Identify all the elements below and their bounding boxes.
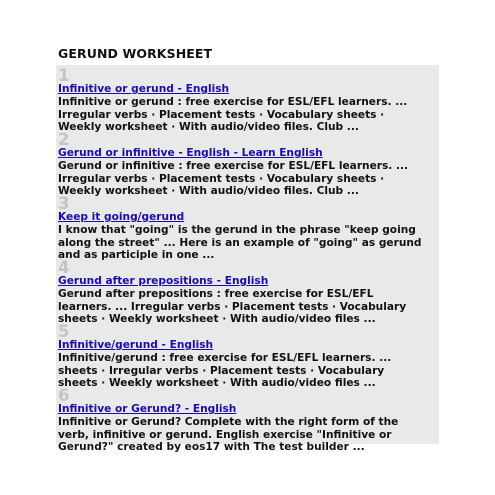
result-snippet	[58, 288, 437, 326]
snippet-line: sheets · Weekly worksheet · With audio/video files ...	[58, 377, 376, 390]
result-snippet	[58, 160, 437, 198]
result-number: 3	[58, 194, 70, 213]
snippet-line: Gerund after prepositions : free exercise for ESL/EFL	[58, 288, 374, 300]
snippet-line: Irregular verbs · Placement tests · Vocabulary sheets ·	[58, 108, 385, 121]
result-number: 2	[58, 130, 70, 149]
snippet-line: learners. ... Irregular verbs · Placement tests · Vocabulary	[58, 300, 407, 313]
snippet-line: Weekly worksheet · With audio/video files. Club ...	[58, 121, 359, 134]
result-number: 1	[58, 66, 70, 85]
snippet-line: along the street" ... Here is an example of "going" as gerund	[58, 236, 422, 249]
snippet-line: and as participle in one ...	[58, 249, 215, 262]
result-number: 4	[58, 258, 70, 277]
page-title: GERUND WORKSHEET	[58, 46, 213, 61]
result-snippet	[58, 416, 437, 454]
result-link[interactable]: Infinitive/gerund - English	[58, 339, 214, 351]
snippet-line: Weekly worksheet · With audio/video files. Club ...	[58, 185, 359, 198]
snippet-line: Gerund or infinitive : free exercise for ESL/EFL learners. ...	[58, 160, 409, 172]
result-snippet	[58, 96, 437, 134]
search-results-panel	[56, 65, 439, 454]
snippet-line: Infinitive or gerund : free exercise for ESL/EFL learners. ...	[58, 96, 408, 108]
result-number: 6	[58, 386, 70, 405]
result-link[interactable]: Keep it going/gerund	[58, 211, 185, 223]
result-number: 5	[58, 322, 70, 341]
snippet-line: Infinitive/gerund : free exercise for ESL/EFL learners. ...	[58, 352, 392, 364]
result-snippet	[58, 352, 437, 390]
snippet-line: Irregular verbs · Placement tests · Vocabulary sheets ·	[58, 172, 385, 185]
snippet-line: sheets · Irregular verbs · Placement tests · Vocabulary	[58, 364, 385, 377]
result-link[interactable]: Infinitive or gerund - English	[58, 83, 230, 95]
snippet-line: sheets · Weekly worksheet · With audio/video files ...	[58, 313, 376, 326]
result-link[interactable]: Infinitive or Gerund? - English	[58, 403, 237, 415]
result-link[interactable]: Gerund after prepositions - English	[58, 275, 269, 287]
snippet-line: Gerund?" created by eos17 with The test builder ...	[58, 441, 365, 454]
result-link[interactable]: Gerund or infinitive - English - Learn English	[58, 147, 323, 159]
snippet-line: I know that "going" is the gerund in the phrase "keep going	[58, 224, 416, 236]
snippet-line: Infinitive or Gerund? Complete with the right form of the	[58, 416, 399, 428]
result-snippet	[58, 224, 437, 262]
snippet-line: verb, infinitive or gerund. English exercise "Infinitive or	[58, 428, 392, 441]
